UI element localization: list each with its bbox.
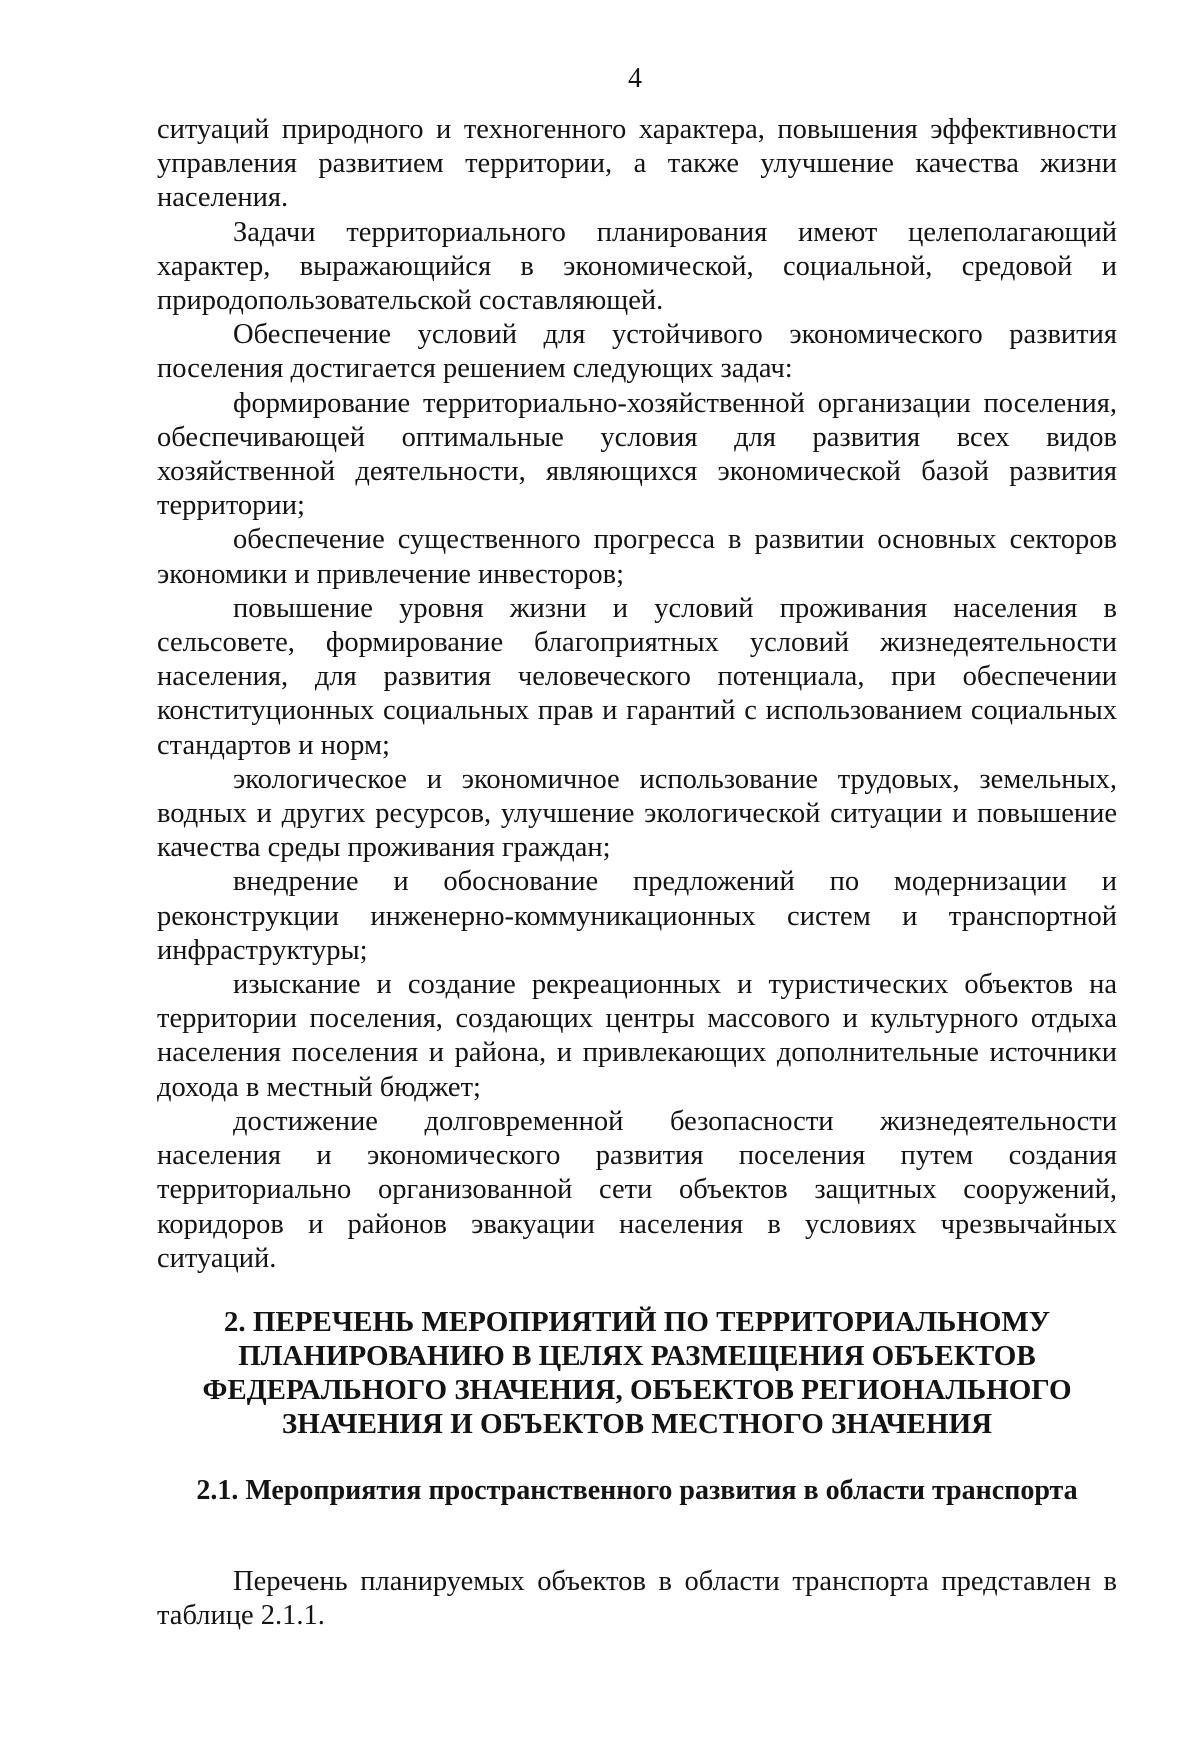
paragraph: ситуаций природного и техногенного характера, повышения эффективности управления развитием территории, а также улучшение качества жизни населения.	[157, 114, 1117, 214]
list-item: экологическое и экономичное использование трудовых, земельных, водных и других ресурсов, улучшение экологической ситуации и повышение качества среды проживания граждан;	[157, 763, 1117, 864]
list-item: повышение уровня жизни и условий проживания населения в сельсовете, формирование благоприятных условий жизнедеятельности населения, для развития человеческого потенциала, при обеспечении конституционных социальных прав и гарантий с использованием социальных стандартов и норм;	[157, 592, 1117, 761]
paragraph: Обеспечение условий для устойчивого экономического развития поселения достигается решением следующих задач:	[157, 319, 1117, 385]
paragraph: Задачи территориального планирования имеют целеполагающий характер, выражающийся в экономической, социальной, средовой и природопользовательской составляющей.	[157, 216, 1117, 317]
section-heading: 2. ПЕРЕЧЕНЬ МЕРОПРИЯТИЙ ПО ТЕРРИТОРИАЛЬНОМУ ПЛАНИРОВАНИЮ В ЦЕЛЯХ РАЗМЕЩЕНИЯ ОБЪЕКТОВ ФЕДЕРАЛЬНОГО ЗНАЧЕНИЯ, ОБЪЕКТОВ РЕГИОНАЛЬНОГО ЗНАЧЕНИЯ И ОБЪЕКТОВ МЕСТНОГО ЗНАЧЕНИЯ	[202, 1306, 1072, 1440]
list-item: обеспечение существенного прогресса в развитии основных секторов экономики и привлечение инвесторов;	[157, 524, 1117, 590]
subsection-heading: 2.1. Мероприятия пространственного развития в области транспорта	[196, 1475, 1078, 1506]
body-text	[157, 113, 1117, 1276]
list-item: внедрение и обоснование предложений по модернизации и реконструкции инженерно-коммуникационных систем и транспортной инфраструктуры;	[157, 866, 1117, 966]
list-item: изыскание и создание рекреационных и туристических объектов на территории поселения, создающих центры массового и культурного отдыха населения поселения и района, и привлекающих дополнительные источники дохода в местный бюджет;	[157, 969, 1117, 1103]
list-item: формирование территориально-хозяйственной организации поселения, обеспечивающей оптимальные условия для развития всех видов хозяйственной деятельности, являющихся экономической базой развития территории;	[157, 387, 1117, 522]
page-number: 4	[628, 63, 642, 94]
closing-paragraph: Перечень планируемых объектов в области транспорта представлен в таблице 2.1.1.	[157, 1566, 1117, 1631]
list-item: достижение долговременной безопасности жизнедеятельности населения и экономического развития поселения путем создания территориально организованной сети объектов защитных сооружений, коридоров и районов эвакуации населения в условиях чрезвычайных ситуаций.	[157, 1105, 1117, 1274]
